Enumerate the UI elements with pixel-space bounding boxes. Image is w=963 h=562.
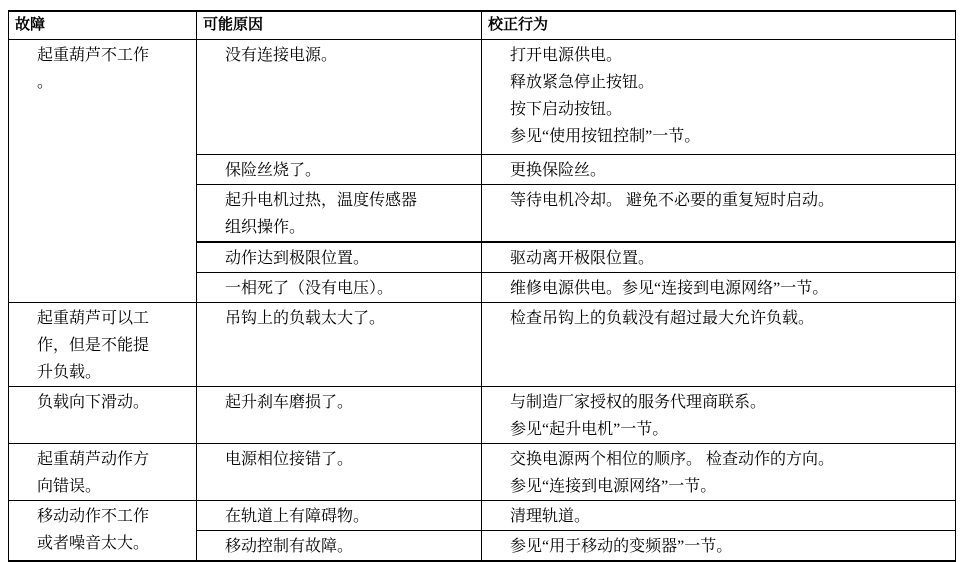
cell-line: 没有连接电源。	[225, 46, 338, 64]
cell-line: 电源相位接错了。	[225, 450, 354, 468]
action-cell	[482, 500, 956, 530]
cause-cell	[197, 500, 482, 530]
action-cell	[482, 154, 956, 184]
fault-cell	[9, 39, 197, 302]
cell-line: 起升刹车磨损了。	[225, 393, 354, 411]
action-cell	[482, 242, 956, 273]
cell-line: 升负载。	[37, 363, 102, 381]
cause-cell	[197, 184, 482, 242]
cell-line: 参见“使用按钮控制”一节。	[510, 127, 701, 145]
fault-cell	[9, 443, 197, 500]
cell-line: 保险丝烧了。	[225, 161, 322, 179]
fault-cell	[9, 386, 197, 443]
table-row	[9, 386, 956, 443]
action-cell	[482, 39, 956, 154]
cell-line: 向错误。	[37, 477, 102, 495]
action-cell	[482, 184, 956, 242]
cell-line: 移动动作不工作	[37, 507, 150, 525]
troubleshooting-table	[8, 10, 956, 562]
action-cell	[482, 386, 956, 443]
cell-line: 参见“用于移动的变频器”一节。	[510, 537, 733, 555]
cell-line: 移动控制有故障。	[225, 537, 354, 555]
cell-line: 清理轨道。	[510, 507, 591, 525]
table-row	[9, 39, 956, 154]
cell-line: 维修电源供电。参见“连接到电源网络”一节。	[510, 279, 829, 297]
cell-line: 等待电机冷却。 避免不必要的重复短时启动。	[510, 191, 835, 209]
cell-line: 或者噪音太大。	[37, 534, 150, 552]
cause-cell	[197, 39, 482, 154]
cause-cell	[197, 302, 482, 386]
cell-line: 释放紧急停止按钮。	[510, 73, 655, 91]
action-cell	[482, 443, 956, 500]
action-cell	[482, 302, 956, 386]
cell-line: 检查吊钩上的负载没有超过最大允许负载。	[510, 309, 815, 327]
cell-line: 起重葫芦不工作	[37, 46, 150, 64]
cell-line: 驱动离开极限位置。	[510, 249, 655, 267]
table-row	[9, 443, 956, 500]
cell-line: 负载向下滑动。	[37, 393, 150, 411]
cell-line: 起重葫芦可以工	[37, 309, 150, 327]
cause-cell	[197, 443, 482, 500]
col-header-fault: 故障	[9, 11, 197, 39]
fault-cell	[9, 302, 197, 386]
cell-line: 吊钩上的负载太大了。	[225, 309, 386, 327]
header-row	[9, 11, 956, 39]
cell-line: 。	[37, 73, 54, 91]
action-cell	[482, 272, 956, 302]
table-row	[9, 302, 956, 386]
action-cell	[482, 530, 956, 561]
col-header-action: 校正行为	[482, 11, 956, 39]
cell-line: 起升电机过热，温度传感器	[225, 191, 418, 209]
cell-line: 打开电源供电。	[510, 46, 623, 64]
cell-line: 在轨道上有障碍物。	[225, 507, 370, 525]
cause-cell	[197, 530, 482, 561]
cell-line: 起重葫芦动作方	[37, 450, 150, 468]
cause-cell	[197, 272, 482, 302]
cell-line: 动作达到极限位置。	[225, 249, 370, 267]
cell-line: 作，但是不能提	[37, 336, 150, 354]
cell-line: 按下启动按钮。	[510, 100, 623, 118]
cause-cell	[197, 242, 482, 273]
table-row	[9, 500, 956, 530]
cell-line: 参见“起升电机”一节。	[510, 420, 669, 438]
fault-cell	[9, 500, 197, 561]
manual-page	[0, 10, 963, 554]
cause-cell	[197, 386, 482, 443]
cell-line: 参见“连接到电源网络”一节。	[510, 477, 717, 495]
cell-line: 交换电源两个相位的顺序。 检查动作的方向。	[510, 450, 835, 468]
cell-line: 与制造厂家授权的服务代理商联系。	[510, 393, 767, 411]
col-header-cause: 可能原因	[197, 11, 482, 39]
cell-line: 更换保险丝。	[510, 161, 607, 179]
cause-cell	[197, 154, 482, 184]
cell-line: 组织操作。	[225, 218, 306, 236]
cell-line: 一相死了（没有电压）。	[225, 279, 394, 297]
